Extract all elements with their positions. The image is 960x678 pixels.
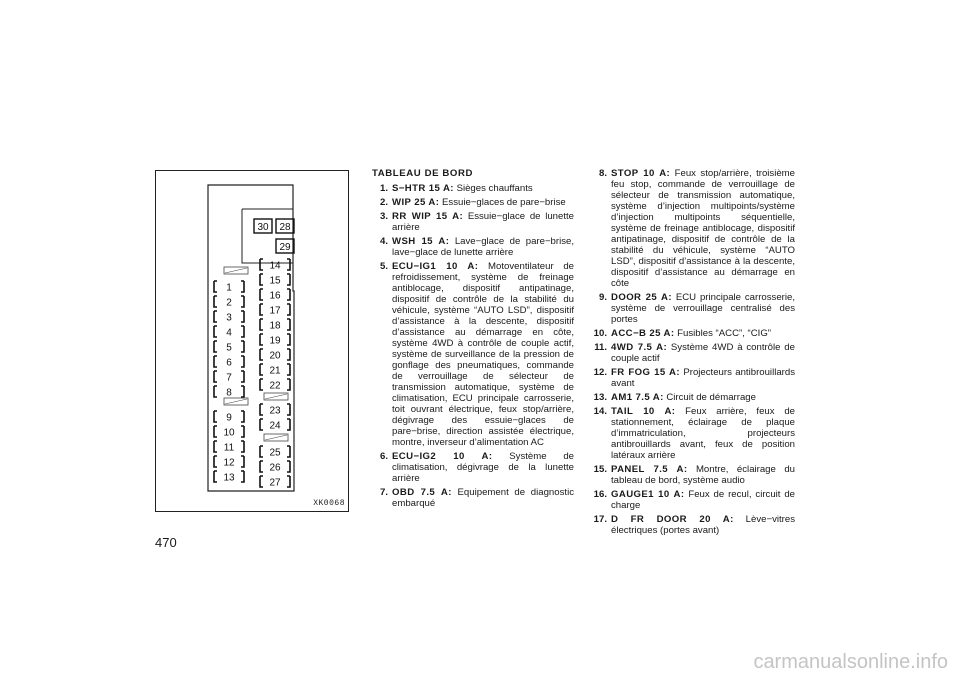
fuse-entry-number: 7.: [379, 487, 388, 498]
fuse-entry-body: [392, 451, 574, 484]
relay-fuse-label: 29: [279, 242, 291, 253]
fuse-entry: [370, 236, 574, 258]
fuse-entry-name: S−HTR 15 A:: [392, 183, 454, 194]
fuse-entry-description: Fusibles “ACC”, “CIG”: [677, 328, 771, 339]
fuse-entry-name: ECU−IG1 10 A:: [392, 261, 479, 272]
fuse-entry-description: Feux de recul, circuit de charge: [611, 489, 795, 511]
fuse-entry-body: [611, 168, 795, 289]
fuse-entry-name: DOOR 25 A:: [611, 292, 672, 303]
fuse-entry-number: 15.: [593, 464, 607, 475]
fuse-entry: [589, 514, 795, 536]
relay-fuse-label: 28: [279, 222, 291, 233]
diagram-code: XK0068: [313, 499, 345, 508]
fuse-entry-body: [611, 292, 795, 325]
section-heading: TABLEAU DE BORD: [372, 168, 474, 179]
fuse-slot-right-label: 21: [269, 365, 281, 377]
fuse-entry-number: 1.: [379, 183, 388, 194]
fuse-entry-name: WIP 25 A:: [392, 197, 440, 208]
fuse-entry-name: STOP 10 A:: [611, 168, 671, 179]
fuse-slot-left-label: 7: [226, 372, 232, 384]
fuse-entry-name: D FR DOOR 20 A:: [611, 514, 734, 525]
fuse-entry: [370, 487, 574, 509]
fuse-slot-right-label: 14: [269, 260, 281, 272]
relay-fuse-label: 30: [257, 222, 269, 233]
fuse-box-diagram: [155, 170, 349, 512]
fuse-entry-name: OBD 7.5 A:: [392, 487, 452, 498]
fuse-slot-right-label: 16: [269, 290, 281, 302]
fuse-slot-left-label: 5: [226, 342, 232, 354]
fuse-entry-body: [611, 367, 795, 389]
fuse-entry-body: [611, 406, 795, 461]
fuse-entry-name: FR FOG 15 A:: [611, 367, 680, 378]
fuse-slot-right-label: 22: [269, 380, 281, 392]
fuse-slot-right-label: 18: [269, 320, 281, 332]
fuse-slot-left-label: 11: [223, 442, 235, 454]
fuse-entry-number: 10.: [593, 328, 607, 339]
fuse-entry-body: [611, 464, 795, 486]
fuse-entry-number: 2.: [379, 197, 388, 208]
fuse-list-left: [370, 183, 574, 509]
blank-slot-hatch: [265, 435, 287, 440]
page-number: 470: [155, 535, 177, 550]
fuse-slot-left-label: 8: [226, 387, 232, 399]
fuse-entry-description: Montre, éclairage du tableau de bord, système audio: [611, 464, 795, 486]
fuse-slot-left-label: 13: [223, 472, 235, 484]
fuse-entry: [370, 183, 574, 194]
right-column: [589, 168, 795, 539]
fuse-entry-number: 12.: [593, 367, 607, 378]
fuse-slot-right-label: 17: [269, 305, 281, 317]
fuse-slot-left-label: 12: [223, 457, 235, 469]
fuse-slot-left-label: 10: [223, 427, 235, 439]
fuse-entry-number: 8.: [598, 168, 607, 179]
fuse-slot-left-label: 3: [226, 312, 232, 324]
fuse-entry: [589, 392, 795, 403]
fuse-slot-right-label: 19: [269, 335, 281, 347]
fuse-entry-description: Essuie−glaces de pare−brise: [442, 197, 566, 208]
fuse-box-drawing: [156, 171, 348, 511]
fuse-entry-number: 3.: [379, 211, 388, 222]
fuse-slot-left-label: 6: [226, 357, 232, 369]
fuse-entry-description: Projecteurs antibrouillards avant: [611, 367, 795, 389]
fuse-slot-right-label: 20: [269, 350, 281, 362]
fuse-entry-number: 13.: [593, 392, 607, 403]
fuse-slot-right-label: 27: [269, 477, 281, 489]
fuse-entry: [370, 261, 574, 448]
fuse-entry: [589, 406, 795, 461]
watermark: carmanualsonline.info: [753, 651, 948, 673]
fuse-entry-body: [392, 261, 574, 448]
fuse-entry-name: ACC−B 25 A:: [611, 328, 675, 339]
fuse-entry-number: 14.: [593, 406, 607, 417]
fuse-entry-number: 17.: [593, 514, 607, 525]
fuse-slot-right-label: 23: [269, 405, 281, 417]
fuse-entry: [589, 292, 795, 325]
fuse-entry-body: [611, 489, 795, 511]
fuse-entry-description: Lave−glace de pare−brise, lave−glace de lunette arrière: [392, 236, 575, 258]
fuse-entry: [370, 211, 574, 233]
fuse-entry-name: ECU−IG2 10 A:: [392, 451, 493, 462]
fuse-entry-body: [392, 236, 574, 258]
fuse-entry-description: Essuie−glace de lunette arrière: [392, 211, 574, 233]
fuse-entry-description: Sièges chauffants: [456, 183, 533, 194]
fuse-entry-body: [611, 392, 795, 403]
fuse-entry: [589, 168, 795, 289]
fuse-entry-name: AM1 7.5 A:: [611, 392, 664, 403]
fuse-entry-description: Circuit de démarrage: [666, 392, 756, 403]
fuse-entry-description: Système 4WD à contrôle de couple actif: [611, 342, 795, 364]
fuse-slot-left-label: 9: [226, 412, 232, 424]
fuse-entry-body: [392, 183, 574, 194]
fuse-entry-body: [611, 328, 795, 339]
fuse-entry-body: [392, 211, 574, 233]
blank-slot-hatch: [225, 399, 247, 404]
fuse-entry-description: ECU principale carrosserie, système de verrouillage centralisé des portes: [611, 292, 795, 325]
fuse-entry: [370, 197, 574, 208]
fuse-entry-description: Lève−vitres électriques (portes avant): [611, 514, 795, 536]
fuse-entry-number: 11.: [594, 342, 607, 353]
fuse-entry-number: 6.: [379, 451, 388, 462]
fuse-entry-description: Motoventilateur de refroidissement, système de freinage antiblocage, dispositif antipatinage, dispositif de contrôle de la stabilité du véhicule, système “AUTO LSD”, dispositif d’assistance à la descente, dispositif d’assistance au démarrage en côte, système 4WD à contrôle de couple actif, système de surveillance de la pression de gonflage des pneumatiques, commande de verrouillage de sélecteur de transmission automatique, système de climatisation, ECU principale carrosserie, toit ouvrant électrique, feux stop/arrière, dégivrage des essuie−glaces de pare−brise, direction assistée électrique, montre, inverseur d’alimentation AC: [392, 261, 574, 448]
fuse-entry: [589, 342, 795, 364]
fuse-entry: [589, 464, 795, 486]
fuse-entry-body: [392, 487, 574, 509]
fuse-entry: [589, 328, 795, 339]
fuse-entry-description: Feux arrière, feux de stationnement, éclairage de plaque d’immatriculation, projecteurs antibrouillards avant, feux de position latéraux arrière: [611, 406, 795, 461]
fuse-entry-name: GAUGE1 10 A:: [611, 489, 685, 500]
blank-slot-hatch: [265, 394, 287, 399]
fuse-slot-right-label: 15: [269, 275, 281, 287]
fuse-slot-left-label: 2: [226, 297, 232, 309]
fuse-slot-right-label: 25: [269, 447, 281, 459]
relay-block-outline: [242, 209, 293, 263]
fuse-slot-right-label: 26: [269, 462, 281, 474]
fuse-entry-name: 4WD 7.5 A:: [611, 342, 668, 353]
fuse-entry: [589, 367, 795, 389]
fuse-entry-body: [611, 342, 795, 364]
fuse-slot-right-label: 24: [269, 420, 281, 432]
fuse-slot-left-label: 1: [226, 282, 232, 294]
fuse-entry: [370, 451, 574, 484]
fuse-entry-number: 9.: [598, 292, 607, 303]
fuse-entry-body: [611, 514, 795, 536]
fuse-entry-description: Feux stop/arrière, troisième feu stop, commande de verrouillage de sélecteur de transmission automatique, système d’injection multipoints/système d’injection multipoints séquentielle, système de freinage antiblocage, dispositif antipatinage, dispositif de contrôle de la stabilité du véhicule, système “AUTO LSD”, dispositif d’assistance à la descente, dispositif d’assistance au démarrage en côte: [611, 168, 795, 289]
fuse-entry-body: [392, 197, 574, 208]
left-column: [370, 168, 574, 512]
fuse-slot-left-label: 4: [226, 327, 232, 339]
fuse-entry-name: RR WIP 15 A:: [392, 211, 464, 222]
fuse-entry-number: 16.: [593, 489, 607, 500]
fuse-entry: [589, 489, 795, 511]
fuse-entry-name: TAIL 10 A:: [611, 406, 676, 417]
fuse-entry-number: 4.: [379, 236, 388, 247]
fuse-entry-name: PANEL 7.5 A:: [611, 464, 688, 475]
fuse-entry-name: WSH 15 A:: [392, 236, 450, 247]
blank-slot-hatch: [225, 268, 247, 273]
fuse-entry-description: Système de climatisation, dégivrage de la lunette arrière: [392, 451, 574, 484]
fuse-list-right: [589, 168, 795, 536]
fuse-entry-description: Equipement de diagnostic embarqué: [392, 487, 574, 509]
fuse-entry-number: 5.: [379, 261, 388, 272]
